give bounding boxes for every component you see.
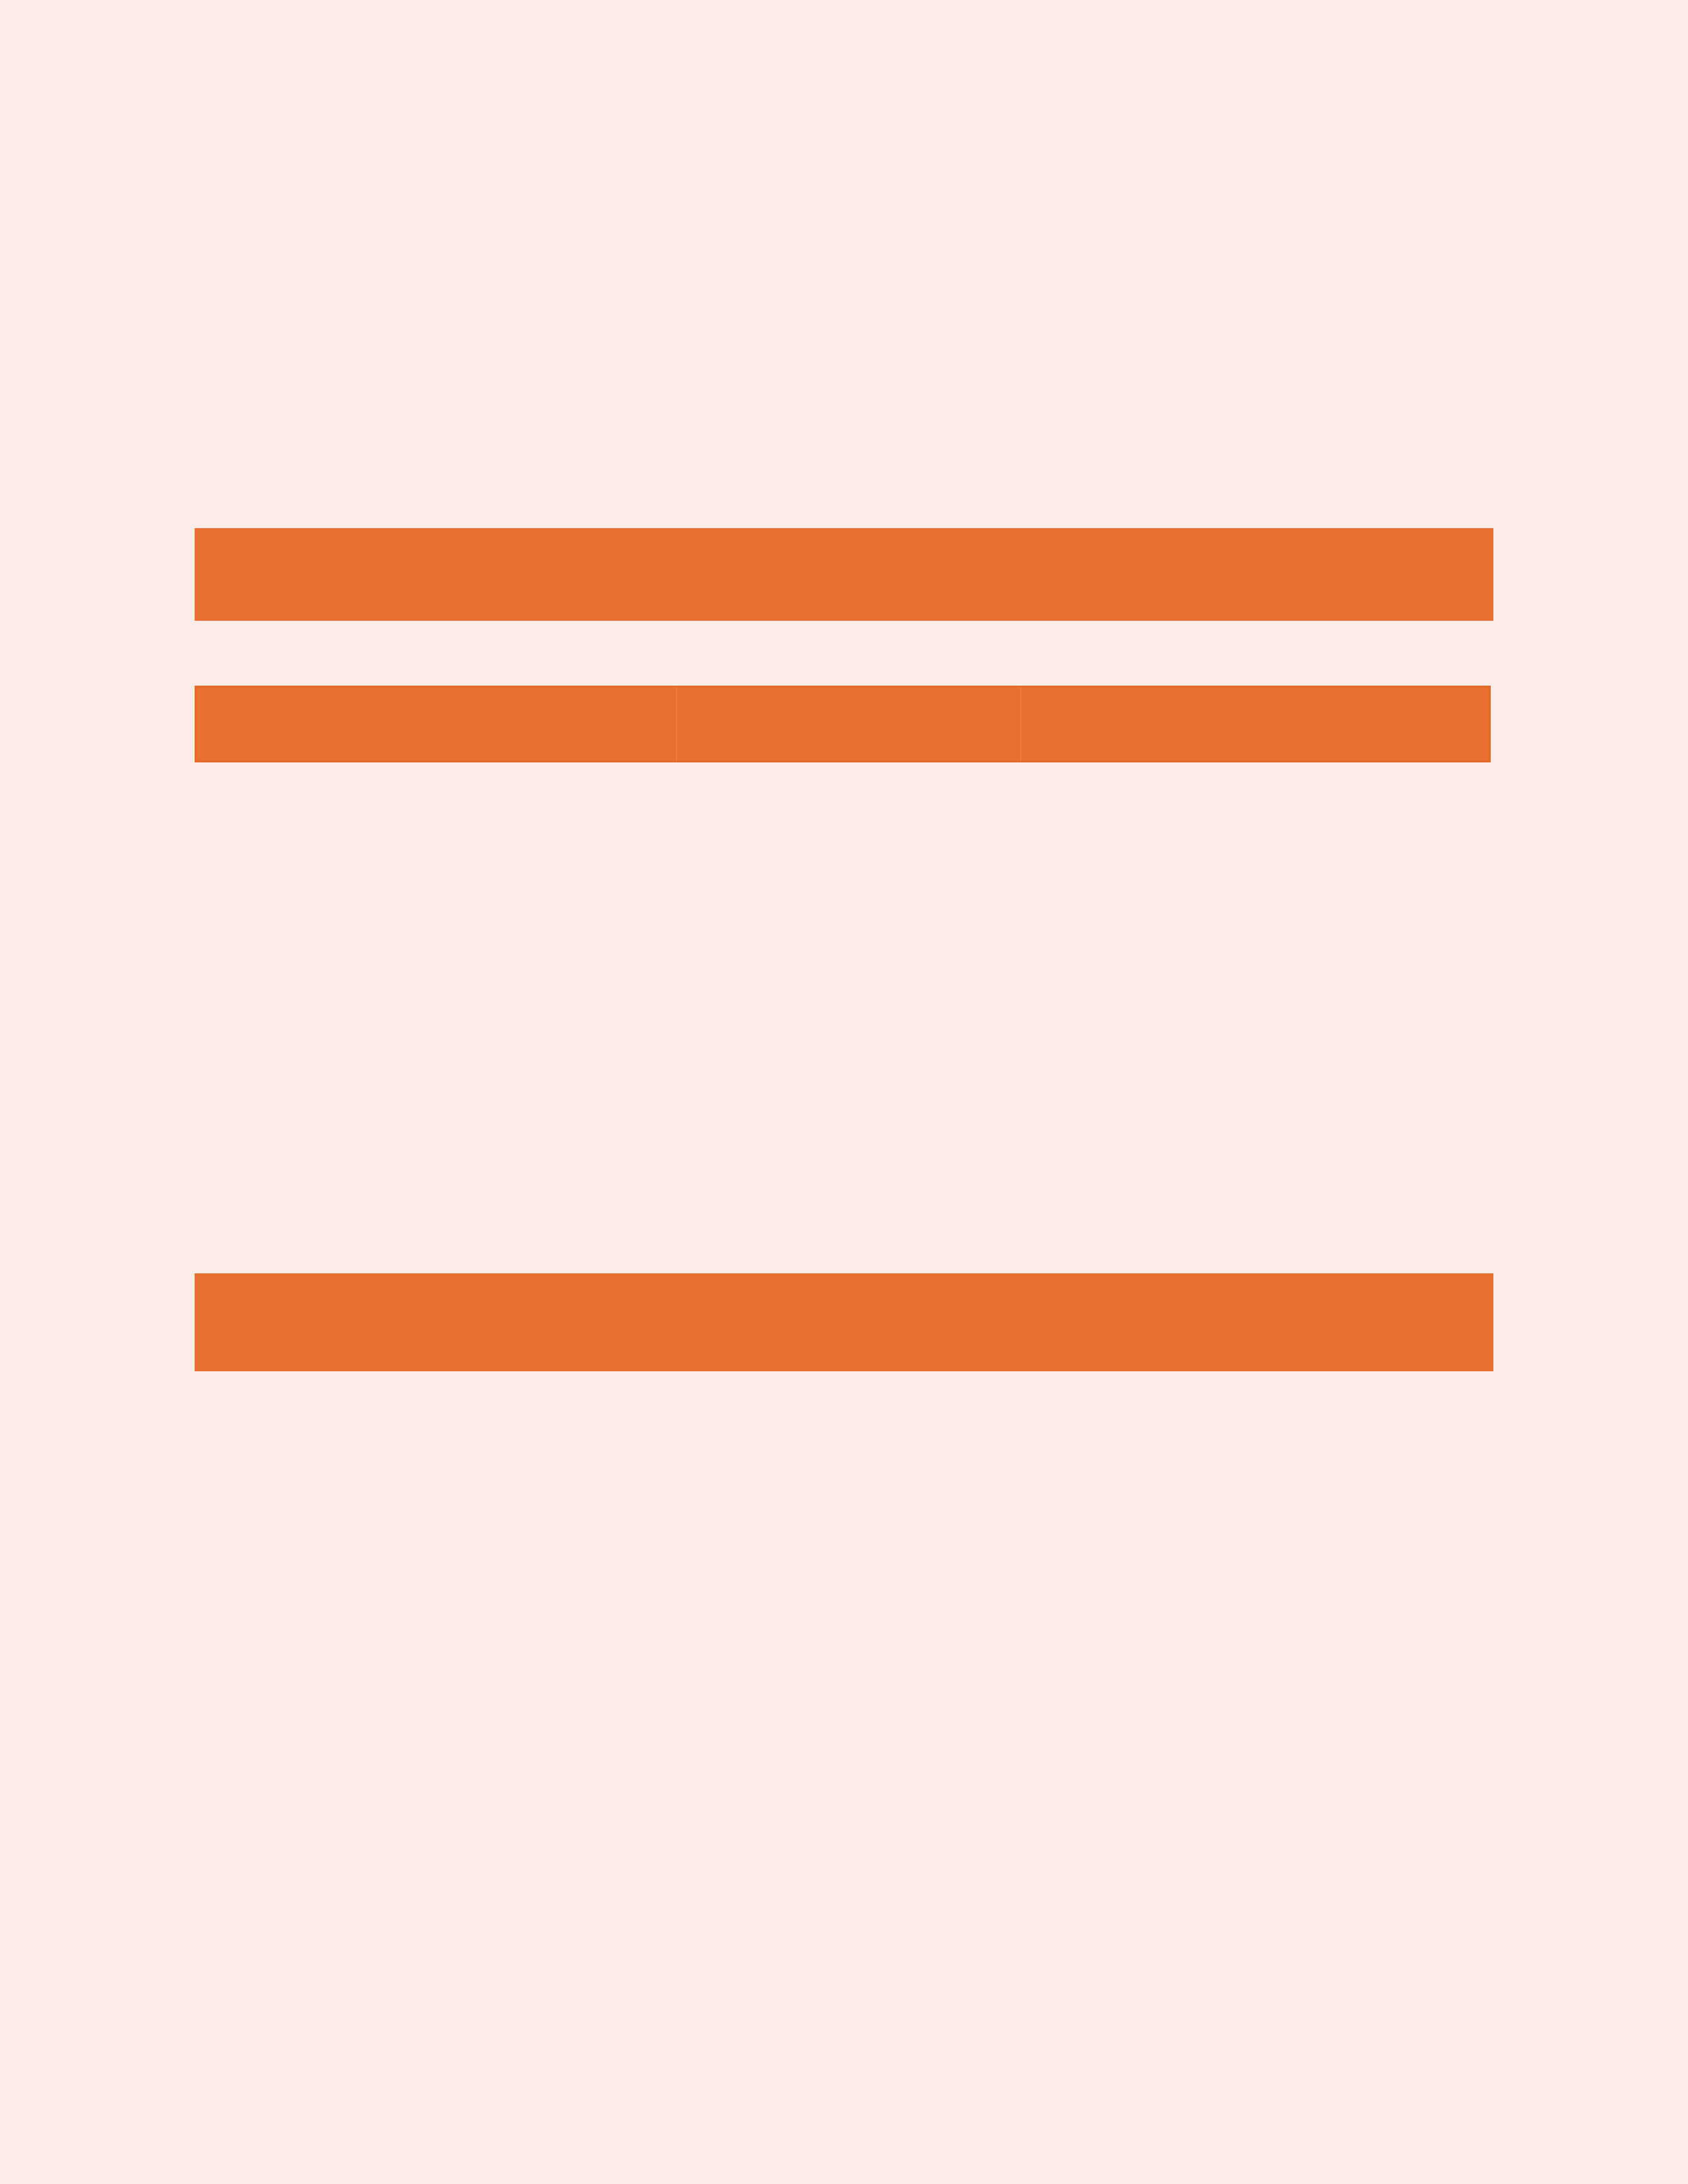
column-divider: [1020, 688, 1021, 760]
exercise-question: [249, 1475, 299, 1510]
page-title: [197, 199, 1307, 353]
table-header-row: [195, 686, 1491, 762]
grammar-table: [195, 686, 1491, 762]
section-header-grammatik: [195, 528, 1493, 621]
section-header-uebungen: [195, 1273, 1493, 1371]
column-divider: [676, 688, 677, 760]
